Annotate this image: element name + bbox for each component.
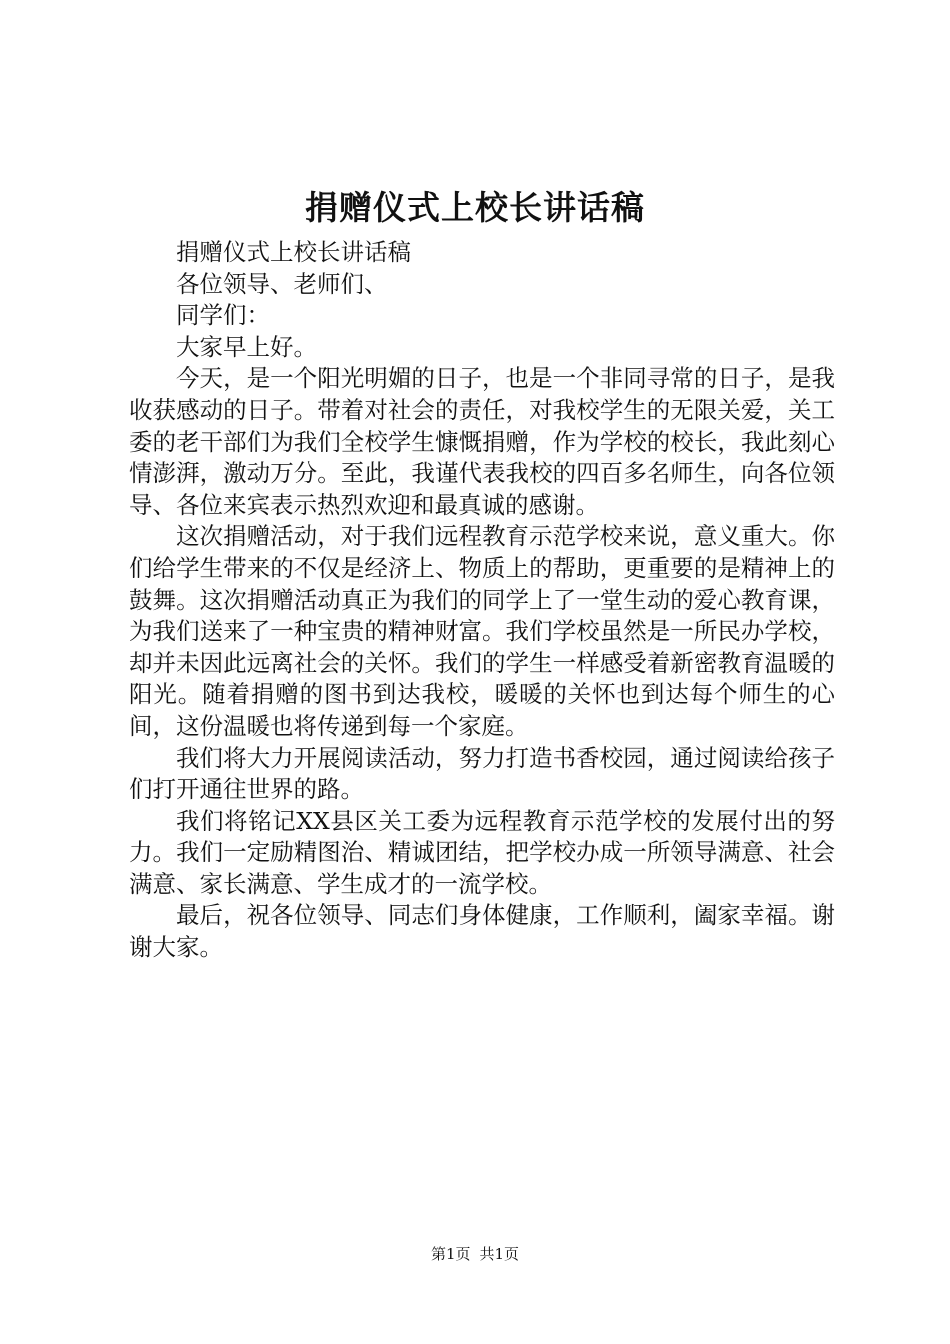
paragraph-greeting: 大家早上好。 (176, 332, 317, 361)
paragraph-salutation-leaders: 各位领导、老师们、 (176, 269, 388, 298)
paragraph-heading-repeat: 捐赠仪式上校长讲话稿 (176, 238, 411, 266)
page-footer (0, 1243, 950, 1265)
page-number-total: 共1页 (479, 1245, 520, 1263)
document-title: 捐赠仪式上校长讲话稿 (305, 188, 645, 227)
paragraph-significance: 这次捐赠活动，对于我们远程教育示范学校来说，意义重大。你们给学生带来的不仅是经济上、物质上的帮助，更重要的是精神上的鼓舞。这次捐赠活动真正为我们的同学上了一堂生动的爱心教育课，为我们送来了一种宝贵的精神财富。我们学校虽然是一所民办学校，却并未因此远离社会的关怀。我们的学生一样感受着新密教育温暖的阳光。随着捐赠的图书到达我校，暖暖的关怀也到达每个师生的心间，这份温暖也将传递到每一个家庭。 (129, 522, 835, 740)
paragraph-closing: 最后，祝各位领导、同志们身体健康，工作顺利，阖家幸福。谢谢大家。 (129, 901, 835, 962)
document-body (129, 237, 835, 964)
paragraph-opening: 今天，是一个阳光明媚的日子，也是一个非同寻常的日子，是我收获感动的日子。带着对社会的责任，对我校学生的无限关爱，关工委的老干部们为我们全校学生慷慨捐赠，作为学校的校长，我此刻心情澎湃，激动万分。至此，我谨代表我校的四百多名师生，向各位领导、各位来宾表示热烈欢迎和最真诚的感谢。 (129, 364, 835, 519)
paragraph-salutation-students: 同学们： (176, 301, 270, 330)
paragraph-commitment: 我们将铭记XX县区关工委为远程教育示范学校的发展付出的努力。我们一定励精图治、精诚团结，把学校办成一所领导满意、社会满意、家长满意、学生成才的一流学校。 (129, 806, 835, 898)
paragraph-reading: 我们将大力开展阅读活动，努力打造书香校园，通过阅读给孩子们打开通往世界的路。 (129, 743, 835, 804)
page-number-current: 第1页 (430, 1245, 471, 1263)
